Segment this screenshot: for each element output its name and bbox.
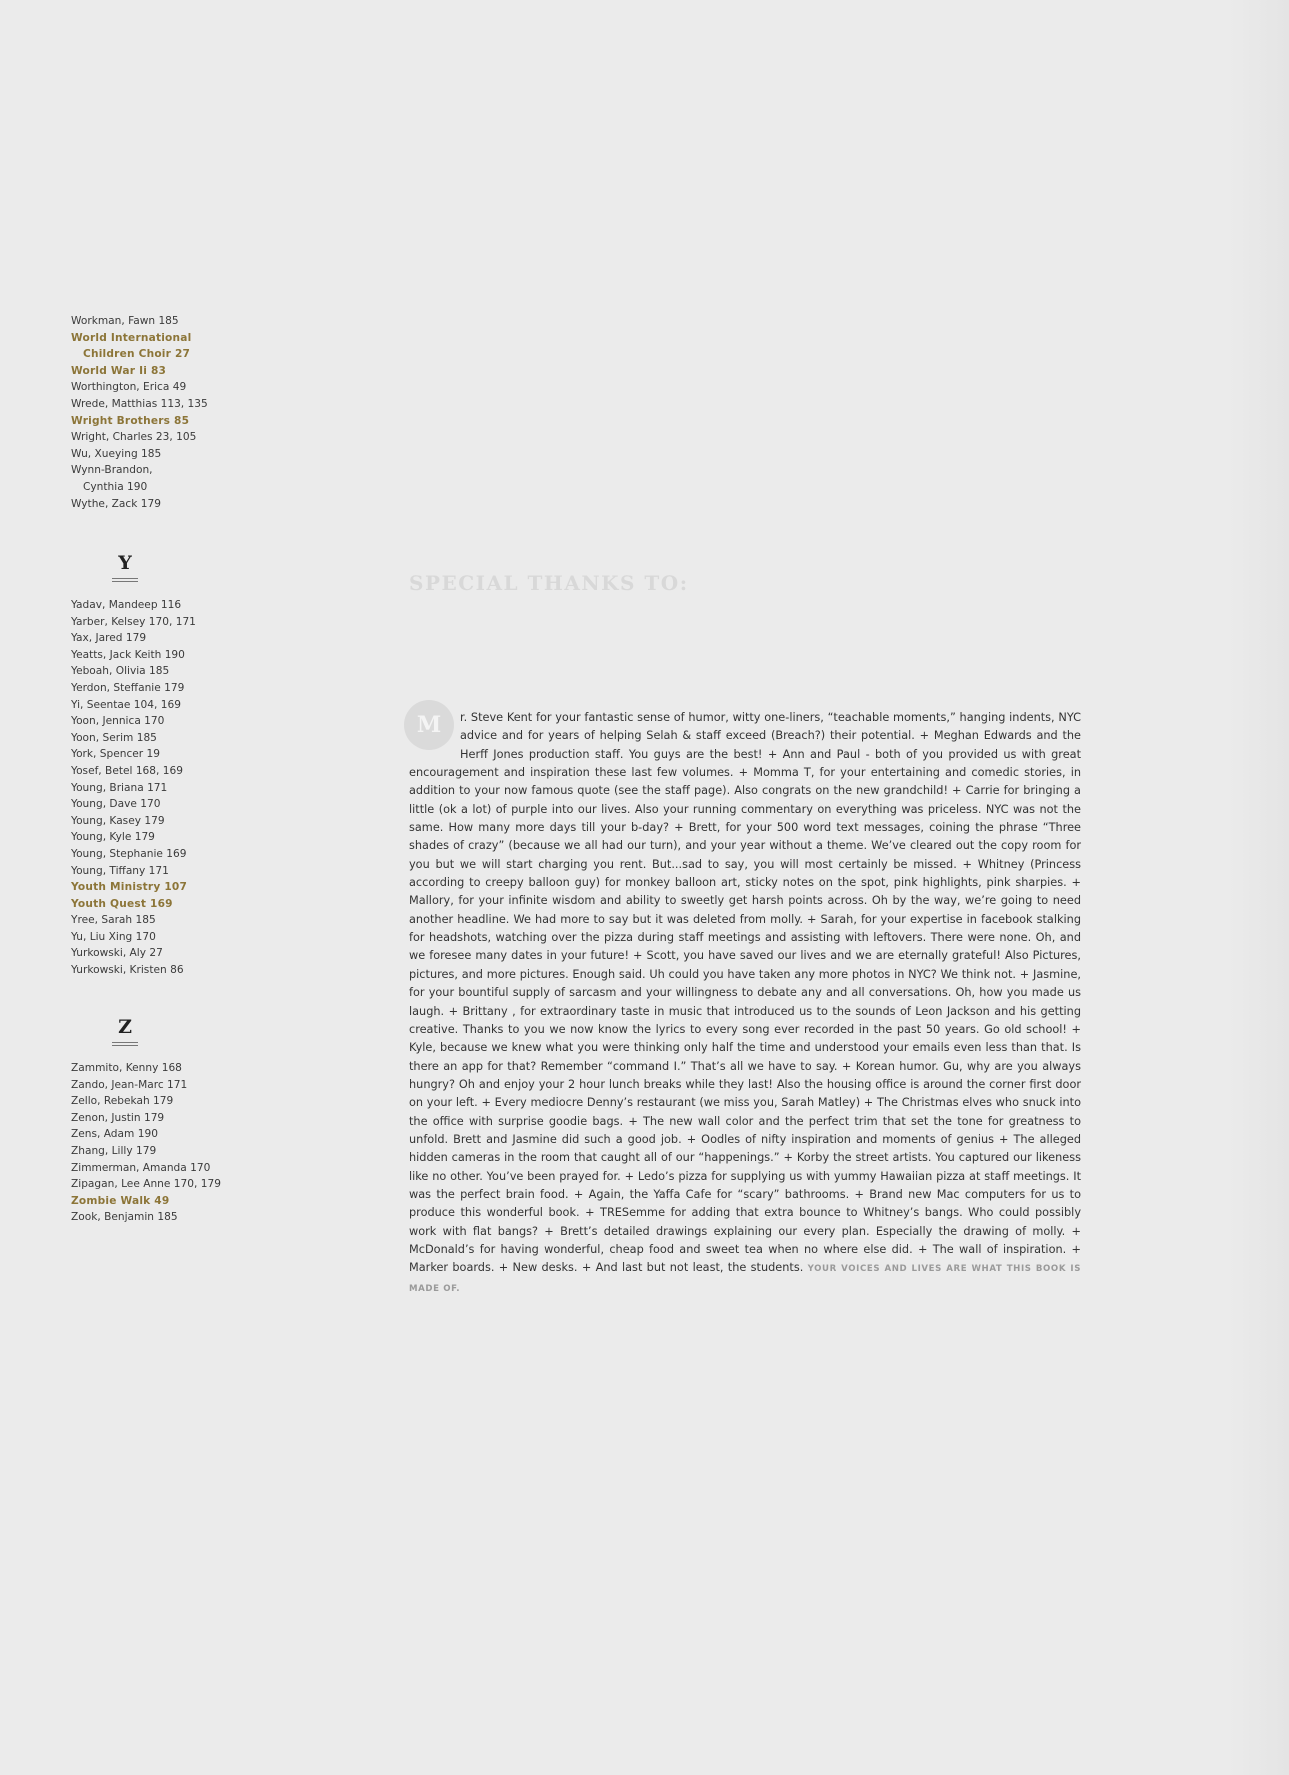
index-entry: Workman, Fawn 185 [71,315,179,327]
index-entry: Wynn-Brandon, [71,464,153,477]
index-entry: Zipagan, Lee Anne 170, 179 [71,1178,221,1191]
letter-y-rule [112,578,138,582]
index-entry: Wythe, Zack 179 [71,497,161,510]
special-thanks-title: SPECIAL THANKS TO: [409,571,689,595]
index-entry: Yurkowski, Aly 27 [71,947,163,960]
index-entry: Young, Tiffany 171 [71,864,169,877]
index-entry: Zello, Rebekah 179 [71,1095,174,1108]
letter-z-heading: Z [118,1016,132,1038]
index-entry: Zombie Walk 49 [71,1194,170,1207]
page-spine-edge [1229,0,1289,1775]
index-w-section [71,313,246,512]
index-entry: Youth Ministry 107 [71,881,188,894]
index-entry: Yurkowski, Kristen 86 [71,964,184,977]
index-entry: Yadav, Mandeep 116 [71,599,182,611]
letter-z-rule [112,1042,138,1046]
index-entry: Cynthia 190 [83,480,148,493]
index-entry: Yax, Jared 179 [71,632,147,645]
index-entry: World War Ii 83 [71,364,167,377]
index-entry: Wright Brothers 85 [71,414,190,427]
index-entry: Yeboah, Olivia 185 [71,665,170,678]
index-entry: Young, Stephanie 169 [71,847,187,860]
index-entry: World International [71,331,192,344]
index-entry: Yree, Sarah 185 [71,914,156,927]
index-entry: Yosef, Betel 168, 169 [71,764,183,777]
index-entry: Zhang, Lilly 179 [71,1144,157,1157]
index-entry: Wrede, Matthias 113, 135 [71,397,208,410]
index-entry: Yi, Seentae 104, 169 [71,698,181,711]
thanks-closing: YOUR VOICES AND LIVES ARE WHAT THIS BOOK IS MADE OF. [409,1264,1081,1294]
index-entry: Zammito, Kenny 168 [71,1062,182,1074]
index-entry: Yarber, Kelsey 170, 171 [71,615,196,628]
index-entry: Zenon, Justin 179 [71,1111,165,1124]
index-entry: Yu, Liu Xing 170 [71,930,156,943]
index-entry: Wu, Xueying 185 [71,447,162,460]
index-entry: Worthington, Erica 49 [71,381,187,394]
index-entry: Yerdon, Steffanie 179 [71,681,185,694]
letter-y-heading: Y [118,552,132,574]
index-entry: York, Spencer 19 [71,748,160,761]
special-thanks-body [409,709,1081,1298]
index-entry: Zando, Jean-Marc 171 [71,1078,188,1091]
index-letter-y [112,552,138,582]
index-entry: Young, Briana 171 [71,781,168,794]
index-entry: Yoon, Jennica 170 [71,715,165,728]
index-entry: Zens, Adam 190 [71,1128,158,1141]
index-entry: Zimmerman, Amanda 170 [71,1161,211,1174]
dropcap-circle [404,700,454,750]
index-entry: Zook, Benjamin 185 [71,1211,178,1224]
index-letter-z [112,1016,138,1046]
index-entry: Yoon, Serim 185 [71,731,157,744]
index-entry: Wright, Charles 23, 105 [71,431,197,444]
index-entry: Young, Kyle 179 [71,831,155,844]
index-z-section [71,1060,246,1226]
index-entry: Children Choir 27 [83,348,191,361]
dropcap-letter: M [416,711,442,738]
thanks-text: r. Steve Kent for your fantastic sense of humor, witty one-liners, “teachable moments,” hanging indents, NYC advice and for years of helping Selah & staff exceed (Breach?) their potential. + Meghan Edwards and the Herff Jones production staff. You guys are the best! + Ann and Paul - both of you provided us with great encouragement and inspiration these last few volumes. + Momma T, for your entertaining and comedic stories, in addition to your now famous quote (see the staff page). Also congrats on the new grandchild! + Carrie for bringing a little (ok a lot) of purple into our lives. Also your running commentary on everything was priceless. NYC was not the same. How many more days till your b-day? + Brett, for your 500 word text messages, coining the phrase “Three shades of crazy” (because we all had our turn), and your year without a theme. We’ve cleared out the copy room for you but we will start charging you rent. But...sad to say, you will most certainly be missed. + Whitney (Princess according to creepy balloon guy) for monkey balloon art, sticky notes on the spot, pink highlights, pink sharpies. + Mallory, for your infinite wisdom and ability to sweetly get harsh points across. Oh by the way, we’re going to need another headline. We had more to say but it was deleted from molly. + Sarah, for your expertise in facebook stalking for headshots, watching over the pizza during staff meetings and assisting with leftovers. There were none. Oh, and we foresee many dates in your future! + Scott, you have saved our lives and we are eternally grateful! Also Pictures, pictures, and more pictures. Enough said. Uh could you have taken any more photos in NYC? We think not. + Jasmine, for your bountiful supply of sarcasm and your willingness to debate any and all conversations. Oh, how you made us laugh. + Brittany , for extraordinary taste in music that introduced us to the sounds of Leon Jackson and his getting creative. Thanks to you we now know the lyrics to every song ever recorded in the past 50 years. Go old school! + Kyle, because we knew what you were thinking only half the time and understood your emails even less than that. Is there an app for that? Remember “command I.” That’s all we have to say. + Korean humor. Gu, why are you always hungry? Oh and enjoy your 2 hour lunch breaks while they last! Also the housing office is around the corner first door on your left. + Every mediocre Denny’s restaurant (we miss you, Sarah Matley) + The Christmas elves who snuck into the office with surprise goodie bags. + The new wall color and the perfect trim that set the tone for greatness to unfold. Brett and Jasmine did such a good job. + Oodles of nifty inspiration and moments of genius + The alleged hidden cameras in the room that caught all of our “happenings.” + Korby the street artists. You captured our likeness like no other. You’ve been prayed for. + Ledo’s pizza for supplying us with yummy Hawaiian pizza at staff meetings. It was the perfect brain food. + Again, the Yaffa Cafe for “scary” bathrooms. + Brand new Mac computers for us to produce this wonderful book. + TRESemme for adding that extra bounce to Whitney’s bangs. Who could possibly work with flat bangs? + Brett’s detailed drawings explaining our every plan. Especially the drawing of molly. + McDonald’s for having wonderful, cheap food and sweet tea when no where else did. + The wall of inspiration. + Marker boards. + New desks. + And last but not least, the students. [409,711,1081,1275]
index-entry: Young, Kasey 179 [71,814,165,827]
index-entry: Youth Quest 169 [71,897,173,910]
index-entry: Young, Dave 170 [71,798,161,811]
index-entry: Yeatts, Jack Keith 190 [71,648,185,661]
index-y-section [71,597,246,979]
